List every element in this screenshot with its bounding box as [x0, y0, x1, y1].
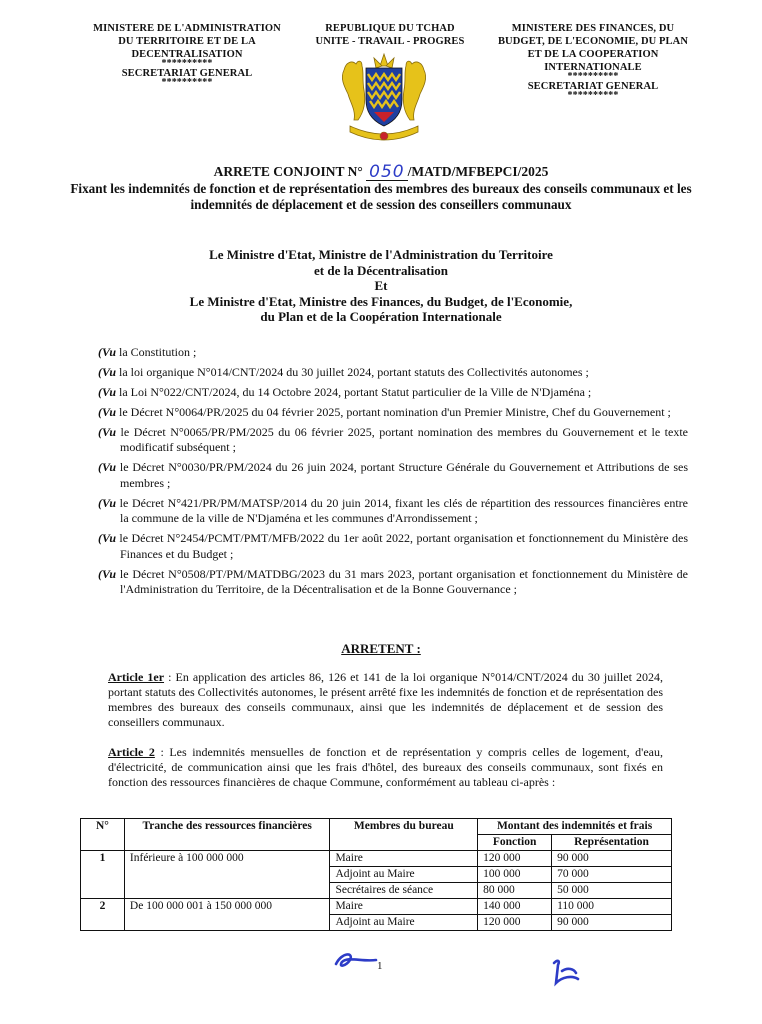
amount-fonction: 120 000	[478, 851, 552, 867]
amount-representation: 50 000	[552, 883, 672, 899]
indemnity-table	[80, 818, 672, 931]
header-right-line: BUDGET, DE L'ECONOMIE, DU PLAN	[497, 36, 689, 47]
header-left-secretariat: SECRETARIAT GENERAL	[121, 68, 253, 79]
table-row	[81, 899, 672, 915]
handwritten-decree-number: 050	[369, 162, 405, 182]
header-right-stars: **********	[567, 71, 619, 82]
header-right-line: INTERNATIONALE	[544, 62, 642, 73]
table-row	[81, 851, 672, 867]
header-republic	[300, 22, 480, 48]
minister-line: Le Ministre d'Etat, Ministre de l'Administration du Territoire	[209, 247, 553, 262]
col-header-montant: Montant des indemnités et frais	[478, 819, 672, 835]
minister-conjunction: Et	[374, 278, 388, 293]
visa-item: (Vu le Décret N°0064/PR/2025 du 04 février 2025, portant nomination d'un Premier Ministre, Chef du Gouvernement ;	[98, 405, 671, 419]
minister-line: du Plan et de la Coopération Internationale	[260, 309, 502, 324]
amount-fonction: 80 000	[478, 883, 552, 899]
header-left-line: DECENTRALISATION	[131, 49, 243, 60]
member-role: Adjoint au Maire	[330, 867, 478, 883]
visa-item: (Vu la loi organique N°014/CNT/2024 du 30 juillet 2024, portant statuts des Collectivités autonomes ;	[98, 365, 589, 379]
header-left-stars: **********	[161, 58, 213, 69]
minister-line: Le Ministre d'Etat, Ministre des Finances, du Budget, de l'Economie,	[189, 293, 573, 309]
article-1-label: Article 1er	[108, 670, 165, 684]
visa-item: (Vu la Constitution ;	[98, 345, 197, 359]
visa-item: (Vu le Décret N°421/PR/PM/MATSP/2014 du 20 juin 2014, fixant les clés de répartition des ressources financières entre la commune de la ville de N'Djaména et les communes d'Arrondissement ;	[98, 495, 688, 526]
tranche-number: 1	[81, 851, 125, 899]
decree-prefix: ARRETE CONJOINT N°	[213, 164, 363, 179]
ministers-block	[60, 247, 702, 325]
table-header-row	[81, 819, 672, 835]
amount-representation: 70 000	[552, 867, 672, 883]
handwritten-initial-left-icon	[332, 948, 382, 972]
handwritten-initial-right-icon	[548, 955, 584, 989]
col-header-fonction: Fonction	[478, 835, 552, 851]
tranche-number: 2	[81, 899, 125, 931]
page-number: 1	[377, 960, 383, 972]
col-header-tranche: Tranche des ressources financières	[124, 819, 330, 851]
article-2-text: : Les indemnités mensuelles de fonction et de représentation y compris celles de logement, d'eau, d'électricité, de communication ainsi que les frais d'hôtel, des bureaux des conseils communaux, sont fixés en fonction des ressources financières de chaque Commune, conformément au tableau ci-après :	[108, 745, 663, 789]
decree-suffix: /MATD/MFBEPCI/2025	[407, 164, 549, 179]
decree-subtitle: Fixant les indemnités de fonction et de représentation des membres des bureaux des conseils communaux et les indemnités de déplacement et de session des conseillers communaux	[70, 181, 692, 212]
visa-item: (Vu le Décret N°2454/PCMT/PMT/MFB/2022 du 1er août 2022, portant organisation et fonctionnement du Ministère des Finances et du Budget ;	[98, 531, 688, 561]
header-left-line: DU TERRITOIRE ET DE LA	[118, 36, 256, 47]
amount-fonction: 140 000	[478, 899, 552, 915]
amount-representation: 90 000	[552, 851, 672, 867]
header-republic-line: REPUBLIQUE DU TCHAD	[325, 23, 455, 34]
header-right-ministry	[478, 22, 708, 99]
arretent-heading: ARRETENT :	[341, 641, 421, 656]
header-motto-line: UNITE - TRAVAIL - PROGRES	[315, 36, 465, 47]
header-right-line: ET DE LA COOPERATION	[527, 49, 659, 60]
member-role: Maire	[330, 899, 478, 915]
visa-item: (Vu la Loi N°022/CNT/2024, du 14 Octobre 2024, portant Statut particulier de la Ville de N'Djaména ;	[98, 385, 592, 399]
header-right-stars-2: **********	[567, 90, 619, 101]
article-1	[108, 670, 663, 730]
visa-item: (Vu le Décret N°0065/PR/PM/2025 du 06 février 2025, portant nomination des membres du Gouvernement et le texte modificatif subséquent ;	[98, 425, 688, 455]
article-1-text: : En application des articles 86, 126 et 141 de la loi organique N°014/CNT/2024 du 30 juillet 2024, portant statuts des Collectivités autonomes, le présent arrêté fixe les indemnités de fonction et de représentation des membres des bureaux des conseils communaux, ainsi que les indemnités de déplacement et de session des conseillers communaux.	[108, 670, 663, 729]
decree-title	[60, 163, 702, 213]
article-2-label: Article 2	[108, 745, 155, 759]
member-role: Maire	[330, 851, 478, 867]
coat-of-arms-icon	[336, 50, 432, 145]
member-role: Adjoint au Maire	[330, 915, 478, 931]
col-header-num: N°	[81, 819, 125, 851]
amount-representation: 90 000	[552, 915, 672, 931]
minister-line: et de la Décentralisation	[314, 262, 448, 278]
decree-number-line	[60, 163, 702, 181]
header-left-ministry	[72, 22, 302, 86]
visa-item: (Vu le Décret N°0030/PR/PM/2024 du 26 juin 2024, portant Structure Générale du Gouvernement et Attributions de ses membres ;	[98, 460, 688, 490]
amount-fonction: 100 000	[478, 867, 552, 883]
tranche-range: Inférieure à 100 000 000	[124, 851, 330, 899]
col-header-membres: Membres du bureau	[330, 819, 478, 851]
amount-fonction: 120 000	[478, 915, 552, 931]
amount-representation: 110 000	[552, 899, 672, 915]
visa-item: (Vu le Décret N°0508/PT/PM/MATDBG/2023 du 31 mars 2023, portant organisation et fonctionnement du Ministère de l'Administration du Territoire, de la Décentralisation et de la Bonne Gouvernance ;	[98, 566, 688, 597]
header-right-secretariat: SECRETARIAT GENERAL	[527, 81, 659, 92]
member-role: Secrétaires de séance	[330, 883, 478, 899]
tranche-range: De 100 000 001 à 150 000 000	[124, 899, 330, 931]
visa-list	[98, 345, 688, 602]
article-2	[108, 745, 663, 790]
header-left-stars-2: **********	[161, 77, 213, 88]
header-right-line: MINISTERE DES FINANCES, DU	[511, 23, 675, 34]
header-left-line: MINISTERE DE L'ADMINISTRATION	[93, 23, 281, 34]
handwritten-decree-number-box	[366, 163, 407, 181]
col-header-representation: Représentation	[552, 835, 672, 851]
